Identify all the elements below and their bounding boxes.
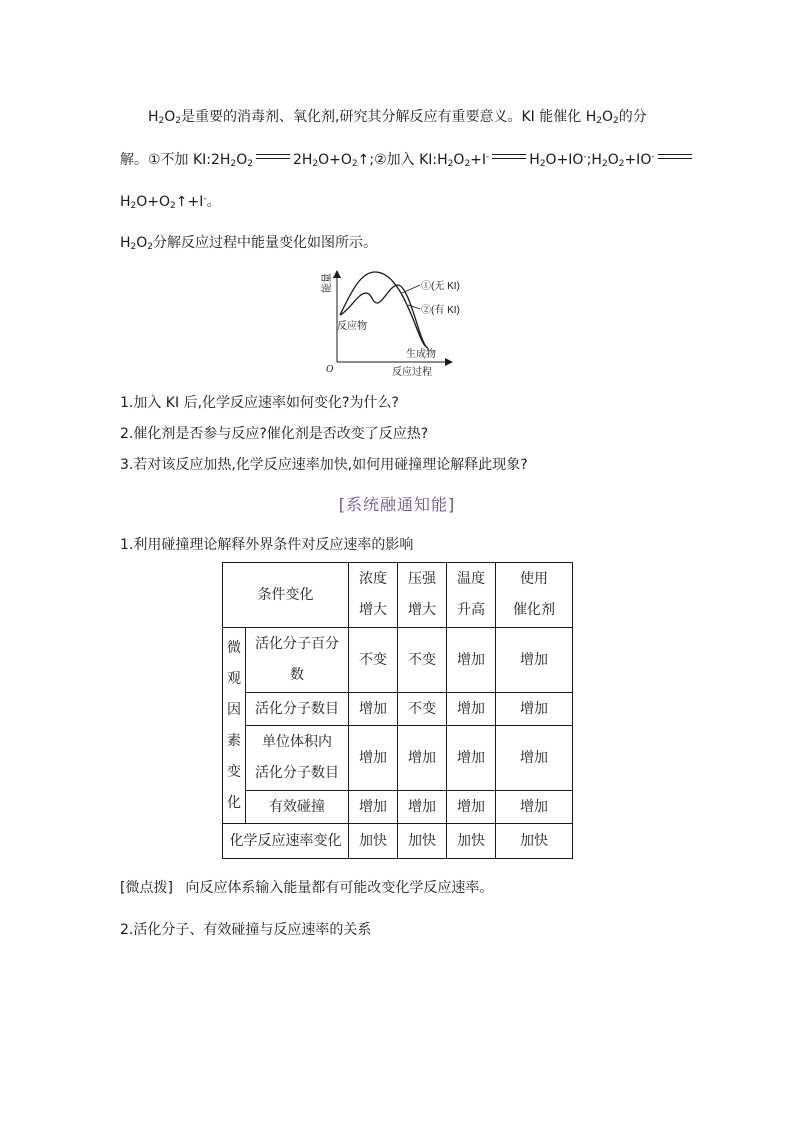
tip-line xyxy=(120,878,493,898)
factors-table xyxy=(222,562,573,859)
table-cell: 增加 xyxy=(496,693,573,726)
table-cell: 不变 xyxy=(398,693,447,726)
legend-label-uncatalyzed: ①(无 KI) xyxy=(421,281,460,292)
group-label-cell: 微 观 因 素 变 化 xyxy=(223,628,246,824)
x-axis-label: 反应过程 xyxy=(392,367,432,378)
table-cell: 不变 xyxy=(398,628,447,693)
equals-sign-icon xyxy=(658,151,692,165)
table-cell: 加快 xyxy=(447,824,496,859)
question-3: 3.若对该反应加热,化学反应速率加快,如何用碰撞理论解释此现象? xyxy=(120,457,528,473)
section-title: [系统融通知能] xyxy=(338,495,456,514)
table-cell: 增加 xyxy=(349,693,398,726)
table-cell: 增加 xyxy=(496,628,573,693)
intro-line-2: 解。①不加 $KI:2H_2O_2$ $2H_2O+O_2↑;②$加入 $KI:H_2O_2+I^-$ $H_2O+IO^-;H_2O_2+IO^-$ xyxy=(120,150,695,170)
row-label: 活化分子数目 xyxy=(246,693,349,726)
row-label: 化学反应速率变化 xyxy=(223,824,349,859)
column-header: 浓度 增大 xyxy=(349,563,398,628)
series-curve-catalyzed xyxy=(340,285,428,348)
reactant-label: 反应物 xyxy=(337,321,367,332)
table-row xyxy=(223,791,573,824)
intro-line-1: $H_2O_2$是重要的消毒剂、氧化剂,研究其分解反应有重要意义。KI 能催化 $H_2O_2$的分 xyxy=(148,109,647,126)
table-cell: 增加 xyxy=(496,726,573,791)
table-cell: 增加 xyxy=(349,726,398,791)
leader-line-catalyzed xyxy=(408,305,420,309)
intro-line-3: $H_2O+O_2↑+I^-$。 xyxy=(120,194,221,211)
row-label: 活化分子百分 数 xyxy=(246,628,349,693)
origin-label: O xyxy=(326,364,334,375)
table-cell: 增加 xyxy=(447,628,496,693)
tip-text: 向反应体系输入能量都有可能改变化学反应速率。 xyxy=(185,880,494,896)
column-header: 使用 催化剂 xyxy=(496,563,573,628)
table-row-final xyxy=(223,824,573,859)
table-cell: 增加 xyxy=(447,791,496,824)
table-cell: 加快 xyxy=(496,824,573,859)
table-cell: 加快 xyxy=(398,824,447,859)
table-row xyxy=(223,726,573,791)
table-cell: 不变 xyxy=(349,628,398,693)
product-label: 生成物 xyxy=(406,349,436,360)
table-cell: 增加 xyxy=(349,791,398,824)
table-row xyxy=(223,693,573,726)
question-1: 1.加入 KI 后,化学反应速率如何变化?为什么? xyxy=(120,395,399,411)
tip-tag: [微点拨] xyxy=(120,880,173,896)
column-header: 压强 增大 xyxy=(398,563,447,628)
y-axis-label: 能量 xyxy=(322,273,333,293)
series-curve-uncatalyzed xyxy=(340,272,428,348)
leader-line-uncatalyzed xyxy=(402,285,420,293)
legend-label-catalyzed: ②(有 KI) xyxy=(421,305,460,316)
table-cell: 加快 xyxy=(349,824,398,859)
table-header-row xyxy=(223,563,573,628)
column-header: 温度 升高 xyxy=(447,563,496,628)
table-cell: 增加 xyxy=(398,791,447,824)
row-label: 单位体积内 活化分子数目 xyxy=(246,726,349,791)
table-cell: 增加 xyxy=(398,726,447,791)
equals-sign-icon xyxy=(492,151,526,165)
table-corner-cell: 条件变化 xyxy=(223,563,349,628)
table-cell: 增加 xyxy=(447,693,496,726)
row-label: 有效碰撞 xyxy=(246,791,349,824)
question-2: 2.催化剂是否参与反应?催化剂是否改变了反应热? xyxy=(120,426,429,442)
intro-line-4: $H_2O_2$分解反应过程中能量变化如图所示。 xyxy=(120,235,378,252)
energy-diagram xyxy=(310,265,500,380)
table-cell: 增加 xyxy=(496,791,573,824)
equals-sign-icon xyxy=(256,151,290,165)
table-title: 1.利用碰撞理论解释外界条件对反应速率的影响 xyxy=(120,537,414,553)
section-2-heading: 2.活化分子、有效碰撞与反应速率的关系 xyxy=(120,922,372,938)
table-cell: 增加 xyxy=(447,726,496,791)
table-row xyxy=(223,628,573,693)
